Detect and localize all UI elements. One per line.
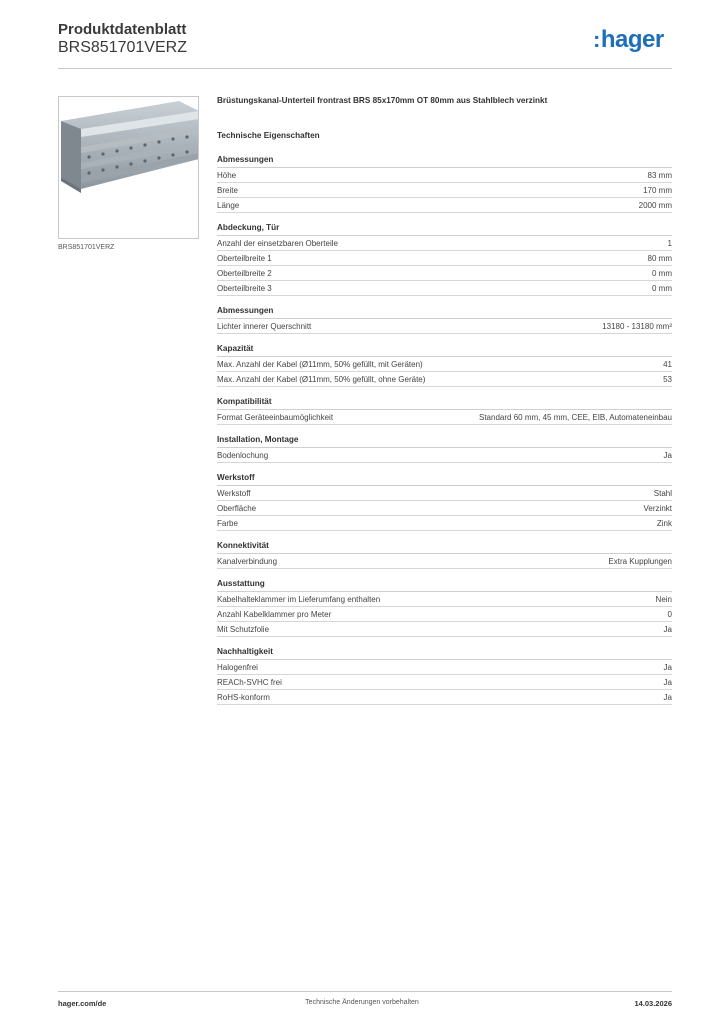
spec-row [217,660,672,675]
spec-value: 41 [663,360,672,369]
section-gap [217,569,672,578]
spec-value: Ja [663,678,672,687]
section-gap [217,387,672,396]
spec-label: Oberteilbreite 2 [217,269,272,278]
section-heading: Konnektivität [217,540,672,554]
logo-text: hager [600,26,664,53]
hager-logo: :hager [593,26,664,53]
spec-label: Format Geräteeinbaumöglichkeit [217,413,334,422]
page-title: Produktdatenblatt [58,21,187,38]
spec-label: Anzahl Kabelklammer pro Meter [217,610,332,619]
spec-label: Oberfläche [217,504,257,513]
footer-date: 14.03.2026 [634,999,672,1008]
spec-label: Oberteilbreite 1 [217,254,272,263]
spec-value: 53 [663,375,672,384]
spec-value: Standard 60 mm, 45 mm, CEE, EIB, Automateneinbau [479,413,672,422]
spec-row [217,236,672,251]
spec-label: Breite [217,186,238,195]
section-heading: Installation, Montage [217,434,672,448]
spec-value: 83 mm [647,171,672,180]
footer-divider [58,991,672,992]
spec-label: RoHS-konform [217,693,270,702]
section-gap [217,463,672,472]
spec-row [217,516,672,531]
section-heading: Abmessungen [217,154,672,168]
section-heading: Ausstattung [217,578,672,592]
spec-label: Max. Anzahl der Kabel (Ø11mm, 50% gefüllt, mit Geräten) [217,360,423,369]
section-gap [217,531,672,540]
section-heading: Kompatibilität [217,396,672,410]
spec-label: REACh-SVHC frei [217,678,282,687]
spec-label: Bodenlochung [217,451,269,460]
image-caption: BRS851701VERZ [58,244,115,251]
spec-value: Ja [663,451,672,460]
section-heading: Nachhaltigkeit [217,646,672,660]
section-heading: Werkstoff [217,472,672,486]
product-image [58,96,199,239]
section-heading: Kapazität [217,343,672,357]
spec-row [217,690,672,705]
spec-value: 0 [667,610,672,619]
spec-row [217,281,672,296]
spec-table [217,154,672,705]
footer-website[interactable]: hager.com/de [58,999,107,1008]
section-gap [217,425,672,434]
spec-row [217,486,672,501]
section-heading: Abdeckung, Tür [217,222,672,236]
spec-row [217,183,672,198]
spec-row [217,675,672,690]
spec-row [217,501,672,516]
spec-label: Oberteilbreite 3 [217,284,272,293]
header-divider [58,68,672,69]
spec-row [217,266,672,281]
spec-label: Max. Anzahl der Kabel (Ø11mm, 50% gefüllt, ohne Geräte) [217,375,426,384]
spec-value: 2000 mm [638,201,672,210]
spec-row [217,410,672,425]
spec-label: Halogenfrei [217,663,258,672]
spec-value: Verzinkt [643,504,672,513]
section-gap [217,213,672,222]
spec-value: Nein [655,595,672,604]
spec-row [217,592,672,607]
spec-value: 170 mm [643,186,672,195]
spec-row [217,622,672,637]
cable-duct-illustration [59,97,199,239]
section-gap [217,334,672,343]
spec-value: 0 mm [652,269,672,278]
spec-label: Mit Schutzfolie [217,625,270,634]
spec-row [217,448,672,463]
spec-label: Farbe [217,519,238,528]
section-heading: Abmessungen [217,305,672,319]
spec-row [217,357,672,372]
spec-value: Stahl [653,489,672,498]
spec-row [217,372,672,387]
spec-value: Ja [663,663,672,672]
spec-value: 1 [667,239,672,248]
tech-properties-heading: Technische Eigenschaften [217,131,320,140]
spec-label: Länge [217,201,240,210]
spec-value: Ja [663,625,672,634]
spec-label: Anzahl der einsetzbaren Oberteile [217,239,338,248]
spec-label: Kabelhalteklammer im Lieferumfang enthalten [217,595,381,604]
spec-value: Ja [663,693,672,702]
section-gap [217,296,672,305]
spec-row [217,251,672,266]
spec-row [217,319,672,334]
spec-row [217,554,672,569]
spec-value: 0 mm [652,284,672,293]
product-code: BRS851701VERZ [58,39,187,56]
product-title: Brüstungskanal-Unterteil frontrast BRS 85x170mm OT 80mm aus Stahlblech verzinkt [217,96,548,105]
spec-label: Lichter innerer Querschnitt [217,322,312,331]
spec-value: 13180 - 13180 mm² [602,322,672,331]
spec-value: Zink [656,519,672,528]
spec-row [217,168,672,183]
section-gap [217,637,672,646]
footer-notice: Technische Änderungen vorbehalten [305,999,419,1006]
spec-label: Werkstoff [217,489,251,498]
spec-value: Extra Kupplungen [608,557,672,566]
spec-label: Kanalverbindung [217,557,278,566]
spec-row [217,607,672,622]
spec-label: Höhe [217,171,237,180]
spec-row [217,198,672,213]
spec-value: 80 mm [647,254,672,263]
